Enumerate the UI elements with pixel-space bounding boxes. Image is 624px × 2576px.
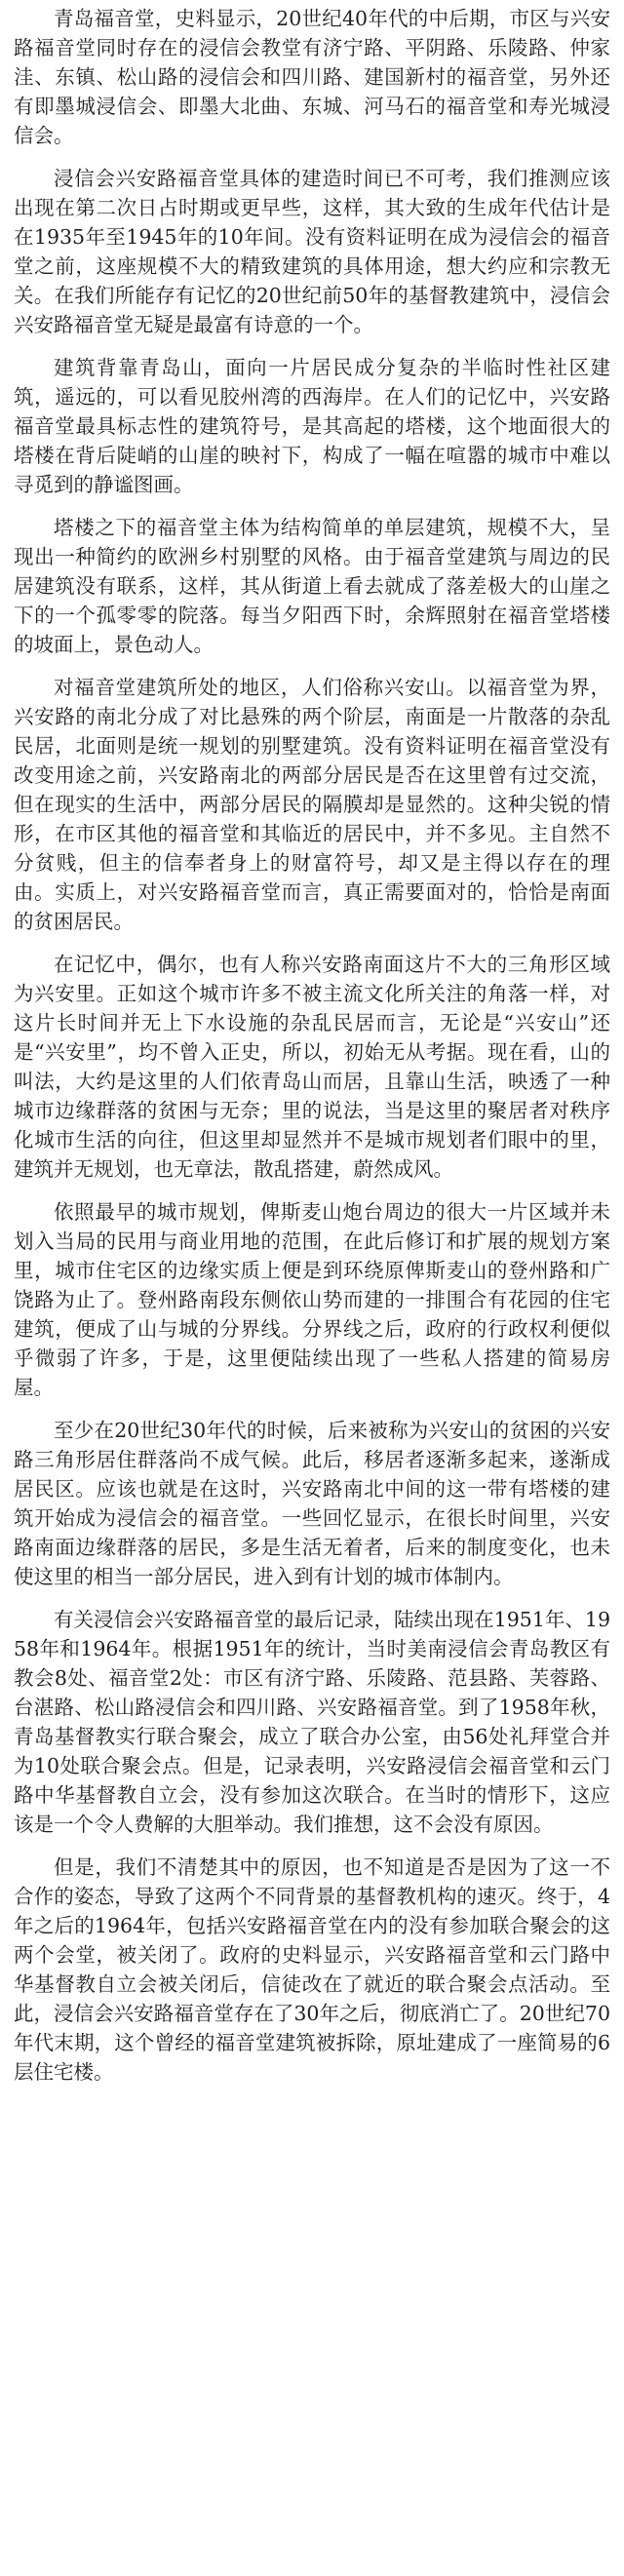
paragraph-7: 依照最早的城市规划，俾斯麦山炮台周边的很大一片区域并未划入当局的民用与商业用地的范围，在此后修订和扩展的规划方案里，城市住宅区的边缘实质上便是到环绕原俾斯麦山的登州路和广饶路为止了。登州路南段东侧依山势而建的一排围合有花园的住宅建筑，便成了山与城的分界线。分界线之后，政府的行政权利便似乎微弱了许多，于是，这里便陆续出现了一些私人搭建的简易房屋。 [14,1200,610,1399]
paragraph-6: 在记忆中，偶尔，也有人称兴安路南面这片不大的三角形区域为兴安里。正如这个城市许多不被主流文化所关注的角落一样，对这片长时间并无上下水设施的杂乱民居而言，无论是“兴安山”还是“兴安里”，均不曾入正史，所以，初始无从考据。现在看，山的叫法，大约是这里的人们依青岛山而居，且靠山生活，映透了一种城市边缘群落的贫困与无奈；里的说法，当是这里的聚居者对秩序化城市生活的向往，但这里却显然并不是城市规划者们眼中的里，建筑并无规划，也无章法，散乱搭建，蔚然成风。 [14,953,610,1181]
paragraph-9: 有关浸信会兴安路福音堂的最后记录，陆续出现在1951年、1958年和1964年。根据1951年的统计，当时美南浸信会青岛教区有教会8处、福音堂2处：市区有济宁路、乐陵路、范县路、芙蓉路、台湛路、松山路浸信会和四川路、兴安路福音堂。到了1958年秋，青岛基督教实行联合聚会，成立了联合办公室，由56处礼拜堂合并为10处联合聚会点。但是，记录表明，兴安路浸信会福音堂和云门路中华基督教自立会，没有参加这次联合。在当时的情形下，这应该是一个令人费解的大胆举动。我们推想，这不会没有原因。 [14,1608,610,1836]
paragraph-5: 对福音堂建筑所处的地区，人们俗称兴安山。以福音堂为界，兴安路的南北分成了对比悬殊的两个阶层，南面是一片散落的杂乱民居，北面则是统一规划的别墅建筑。没有资料证明在福音堂没有改变用途之前，兴安路南北的两部分居民是否在这里曾有过交流，但在现实的生活中，两部分居民的隔膜却是显然的。这种尖锐的情形，在市区其他的福音堂和其临近的居民中，并不多见。主自然不分贫贱，但主的信奉者身上的财富符号，却又是主得以存在的理由。实质上，对兴安路福音堂而言，真正需要面对的，恰恰是南面的贫困居民。 [14,676,610,933]
paragraph-8: 至少在20世纪30年代的时候，后来被称为兴安山的贫困的兴安路三角形居住群落尚不成气候。此后，移居者逐渐多起来，遂渐成居民区。应该也就是在这时，兴安路南北中间的这一带有塔楼的建筑开始成为浸信会的福音堂。一些回忆显示，在很长时间里，兴安路南面边缘群落的居民，多是生活无着者，后来的制度变化，也未使这里的相当一部分居民，进入到有计划的城市体制内。 [14,1419,610,1588]
paragraph-3: 建筑背靠青岛山，面向一片居民成分复杂的半临时性社区建筑，遥远的，可以看见胶州湾的西海岸。在人们的记忆中，兴安路福音堂最具标志性的建筑符号，是其高起的塔楼，这个地面很大的塔楼在背后陡峭的山崖的映衬下，构成了一幅在喧嚣的城市中难以寻觅到的静谧图画。 [14,356,610,496]
paragraph-10: 但是，我们不清楚其中的原因，也不知道是否是因为了这一不合作的姿态，导致了这两个不同背景的基督教机构的速灭。终于，4年之后的1964年，包括兴安路福音堂在内的没有参加联合聚会的这两个会堂，被关闭了。政府的史料显示，兴安路福音堂和云门路中华基督教自立会被关闭后，信徒改在了就近的联合聚会点活动。至此，浸信会兴安路福音堂存在了30年之后，彻底消亡了。20世纪70年代末期，这个曾经的福音堂建筑被拆除，原址建成了一座简易的6层住宅楼。 [14,1855,610,2084]
paragraph-4: 塔楼之下的福音堂主体为结构简单的单层建筑，规模不大，呈现出一种简约的欧洲乡村别墅的风格。由于福音堂建筑与周边的民居建筑没有联系，这样，其从街道上看去就成了落差极大的山崖之下的一个孤零零的院落。每当夕阳西下时，余辉照射在福音堂塔楼的坡面上，景色动人。 [14,516,610,656]
paragraph-1: 青岛福音堂，史料显示，20世纪40年代的中后期，市区与兴安路福音堂同时存在的浸信会教堂有济宁路、平阴路、乐陵路、仲家洼、东镇、松山路的浸信会和四川路、建国新村的福音堂，另外还有即墨城浸信会、即墨大北曲、东城、河马石的福音堂和寿光城浸信会。 [14,7,610,147]
paragraph-2: 浸信会兴安路福音堂具体的建造时间已不可考，我们推测应该出现在第二次日占时期或更早些，这样，其大致的生成年代估计是在1935年至1945年的10年间。没有资料证明在成为浸信会的福音堂之前，这座规模不大的精致建筑的具体用途，想大约应和宗教无关。在我们所能存有记忆的20世纪前50年的基督教建筑中，浸信会兴安路福音堂无疑是最富有诗意的一个。 [14,167,610,336]
